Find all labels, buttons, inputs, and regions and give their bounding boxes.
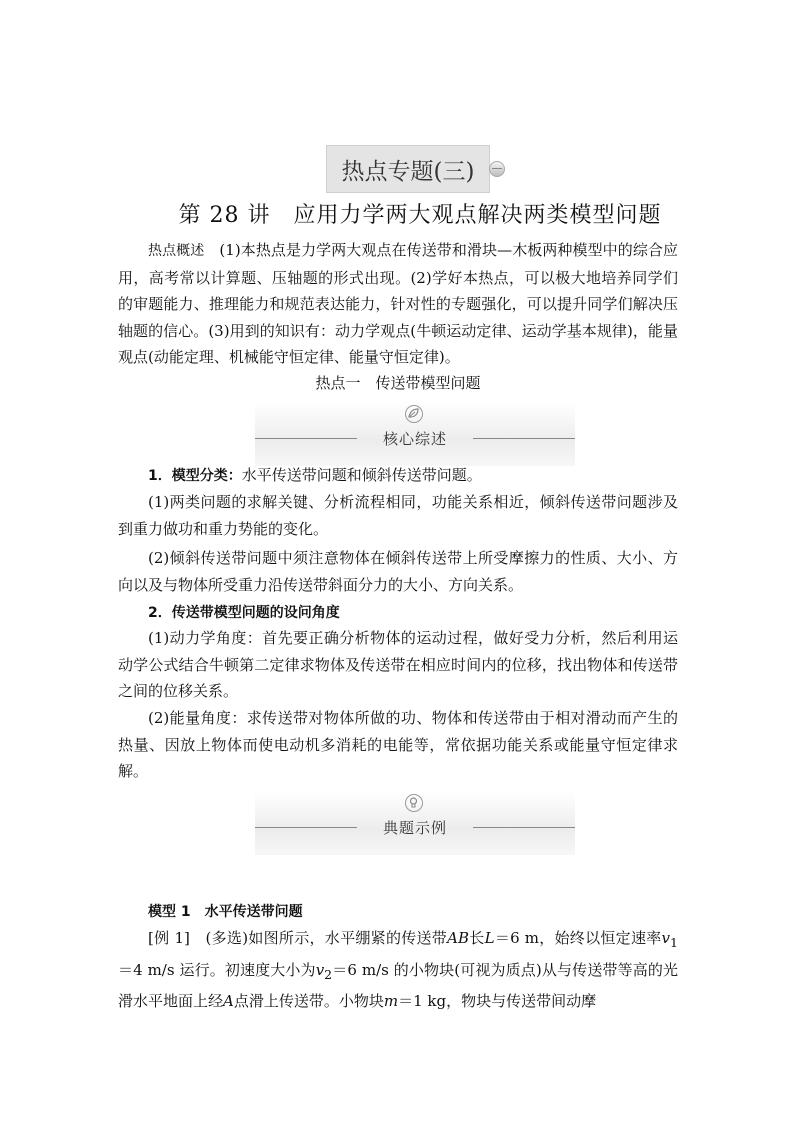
item1-heading: 1．模型分类： <box>148 468 242 484</box>
example1-text-3: ＝6 m，始终以恒定速率 <box>494 929 662 947</box>
banner-text: 热点专题(三) <box>341 158 475 185</box>
example1-text-5: ＝6 m/s 的小物块(可视为质点)从与传送带等高的光滑水平地面上经 <box>118 960 678 1010</box>
section-core-band <box>255 402 575 466</box>
item2-heading: 2．传送带模型问题的设问角度 <box>148 605 340 621</box>
section-example-band <box>255 791 575 855</box>
item1-p1: (1)两类问题的求解关键、分析流程相同，功能关系相近，倾斜传送带问题涉及到重力做功和重力势能的变化。 <box>118 493 678 538</box>
example1-text-7: ＝1 kg，物块与传送带间动摩 <box>398 992 597 1010</box>
var-v1: v <box>661 929 671 947</box>
section-example-label: 典题示例 <box>382 819 447 837</box>
lecture-title: 第 28 讲 应用力学两大观点解决两类模型问题 <box>178 203 662 228</box>
special-topic-banner <box>326 145 490 193</box>
var-v2: v <box>315 960 325 979</box>
example1-text-2: 长 <box>468 929 485 947</box>
example1-text-4: ＝4 m/s 运行。初速度大小为 <box>118 960 316 979</box>
band-divider-right <box>473 438 575 439</box>
example1-label: [例 1] <box>148 929 190 947</box>
var-AB: AB <box>447 929 469 947</box>
item1-p2: (2)倾斜传送带问题中须注意物体在倾斜传送带上所受摩擦力的性质、大小、方向以及与物体所受重力沿传送带斜面分力的大小、方向关系。 <box>118 549 678 594</box>
var-A: A <box>223 992 234 1010</box>
overview-text: (1)本热点是力学两大观点在传送带和滑块—木板两种模型中的综合应用，高考常以计算题、压轴题的形式出现。(2)学好本热点，可以极大地培养同学们的审题能力、推理能力和规范表达能力，针对性的专题强化，可以提升同学们解决压轴题的信心。(3)用到的知识有：动力学观点(牛顿运动定律、运动学基本规律)，能量观点(动能定理、机械能守恒定律、能量守恒定律)。 <box>118 241 678 366</box>
leaf-icon <box>405 405 423 423</box>
var-L: L <box>484 929 495 947</box>
item1-text: 水平传送带问题和倾斜传送带问题。 <box>241 466 482 484</box>
section-core-label: 核心综述 <box>382 430 447 448</box>
example1-text-1: (多选)如图所示，水平绷紧的传送带 <box>189 929 448 947</box>
banner-knob-icon <box>489 161 505 177</box>
band-divider-right <box>473 827 575 828</box>
hotspot1-title: 热点一 传送带模型问题 <box>315 374 481 392</box>
var-v1-sub: 1 <box>670 935 678 950</box>
model1-heading: 模型 1 水平传送带问题 <box>148 904 303 920</box>
item2-p2: (2)能量角度：求传送带对物体所做的功、物体和传送带由于相对滑动而产生的热量、因放上物体而使电动机多消耗的电能等，常依据功能关系或能量守恒定律求解。 <box>118 709 678 780</box>
item2-heading-paragraph <box>118 599 678 627</box>
overview-label: 热点概述 <box>148 243 205 259</box>
item2-p1: (1)动力学角度：首先要正确分析物体的运动过程，做好受力分析，然后利用运动学公式结合牛顿第二定律求物体及传送带在相应时间内的位移，找出物体和传送带之间的位移关系。 <box>118 629 678 700</box>
example1-paragraph <box>118 925 678 1015</box>
lightbulb-icon <box>405 794 423 812</box>
var-v2-sub: 2 <box>324 966 333 982</box>
model1-heading-paragraph <box>118 898 678 926</box>
example1-text-6: 点滑上传送带。小物块 <box>233 992 384 1010</box>
var-m: m <box>383 992 399 1010</box>
overview-paragraph <box>118 237 678 371</box>
item1-paragraph <box>118 462 678 490</box>
